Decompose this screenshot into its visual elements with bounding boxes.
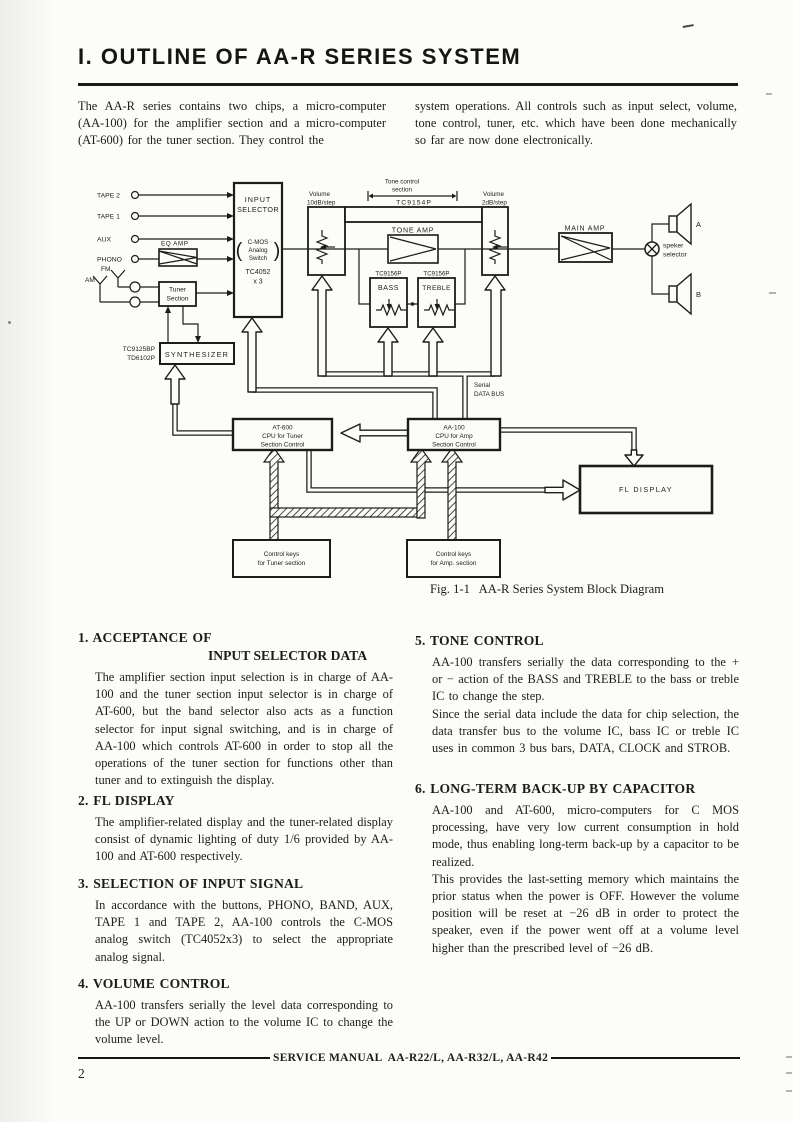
tc9154p-label: TC9154P bbox=[396, 199, 432, 207]
input-selector-label-1: INPUT bbox=[244, 195, 272, 204]
selector-chip-qty: x 3 bbox=[253, 278, 263, 286]
main-amp-label: MAIN AMP bbox=[564, 225, 606, 233]
keys-amp-box bbox=[407, 540, 500, 577]
aa100-label-1: AA-100 bbox=[443, 424, 465, 432]
aa100-label-2: CPU for Amp bbox=[435, 433, 473, 440]
section-4-heading: 4. VOLUME CONTROL bbox=[78, 976, 230, 991]
serial-bus-label-1: Serial bbox=[474, 382, 491, 389]
keys-tuner-box bbox=[233, 540, 330, 577]
section-1-heading-line2: INPUT SELECTOR DATA bbox=[208, 648, 368, 663]
arrow-to-input-selector bbox=[242, 318, 262, 392]
tc9154p-band bbox=[345, 207, 482, 222]
footer-rule-right bbox=[551, 1057, 740, 1059]
tone-amp-box bbox=[388, 235, 438, 263]
control-key-buses bbox=[264, 448, 462, 540]
arrow-to-synthesizer bbox=[165, 365, 185, 404]
keys-amp-label-2: for Amp. section bbox=[430, 560, 477, 567]
scan-artifact bbox=[766, 93, 772, 95]
tone-section-label-2: section bbox=[392, 186, 412, 194]
eq-amp-label: EQ AMP bbox=[161, 240, 189, 248]
at600-label-3: Section Control bbox=[260, 441, 305, 449]
volume-right-box bbox=[482, 207, 508, 275]
selector-chip-label: TC4052 bbox=[245, 269, 271, 276]
synth-chip-label-1: TC9125BP bbox=[122, 346, 155, 353]
at600-label-2: CPU for Tuner bbox=[262, 433, 303, 440]
arrow-to-fl-left bbox=[545, 480, 580, 500]
phono-label: PHONO bbox=[97, 256, 122, 264]
title-rule bbox=[78, 83, 738, 86]
keys-tuner-label-1: Control keys bbox=[263, 551, 300, 558]
page-number: 2 bbox=[78, 1066, 85, 1081]
scan-artifact bbox=[683, 24, 695, 31]
section-5-body-1: AA-100 transfers serially the data corresponding to the + or − action of the BASS and TREBLE to the bass or treble IC to change the step. bbox=[432, 655, 739, 704]
section-6-heading: 6. LONG-TERM BACK-UP BY CAPACITOR bbox=[415, 781, 696, 796]
at600-label-1: AT-600 bbox=[272, 424, 293, 432]
section-2 bbox=[78, 793, 393, 866]
cmos-label-2: Analog bbox=[248, 247, 268, 254]
scan-artifact bbox=[0, 0, 55, 1122]
cmos-label-3: Switch bbox=[248, 255, 268, 262]
tape2-jack bbox=[132, 192, 139, 199]
phono-jack bbox=[132, 256, 139, 263]
footer-text: SERVICE MANUAL AA-R22/L, AA-R32/L, AA-R42 bbox=[273, 1052, 549, 1064]
section-5-body-2: Since the serial data include the data for chip selection, the data transfer bus to the volume IC, bass IC or treble IC uses in common 3 bus bars, DATA, CLOCK and STROB. bbox=[432, 706, 739, 756]
volume-left-label-1: Volume bbox=[309, 191, 331, 198]
scan-artifact bbox=[786, 1090, 792, 1092]
tape1-jack bbox=[132, 213, 139, 220]
intro-paragraph-left: The AA-R series contains two chips, a micro-computer (AA-100) for the amplifier section and a micro-computer (AT-600) for the tuner section. They control the bbox=[78, 99, 386, 147]
tone-amp-label: TONE AMP bbox=[391, 227, 435, 235]
volume-left-box bbox=[308, 207, 345, 275]
fm-coupler bbox=[130, 282, 140, 292]
aa100-label-3: Section Control bbox=[432, 441, 476, 449]
keys-tuner-label-2: for Tuner section bbox=[257, 560, 306, 567]
treble-label: TREBLE bbox=[422, 285, 451, 292]
block-diagram bbox=[85, 172, 765, 602]
section-5 bbox=[415, 633, 739, 757]
scan-artifact bbox=[769, 292, 776, 294]
section-1-body: The amplifier section input selection is in charge of AA-100 and the tuner section input selector is in charge of AT-600, but the band selector also acts as a function selector for input signal switching, and is in charge of AA-100 which controls AT-600 in order to stop all the operations of the tuner section for functions other than tuner and to extinguish the display. bbox=[95, 670, 393, 788]
section-1-heading: 1. ACCEPTANCE OF bbox=[78, 630, 212, 645]
speaker-b-icon bbox=[669, 286, 677, 302]
hatched-arrow-amp-keys bbox=[442, 448, 462, 540]
footer-rule-left bbox=[78, 1057, 270, 1059]
volume-left-label-2: 10dB/step bbox=[307, 199, 336, 207]
speaker-a-icon bbox=[669, 216, 677, 232]
section-6-body-2: This provides the last-setting memory which maintains the prior status when the power is OFF. However the volume position will be reset at −26 dB in order to protect the speaker, even if the power went off at a volume level higher than the prescribed level of −26 dB. bbox=[432, 871, 739, 955]
input-selector-label-2: SELECTOR bbox=[237, 205, 279, 214]
tape1-label: TAPE 1 bbox=[97, 213, 120, 221]
synthesizer-label: SYNTHESIZER bbox=[164, 350, 230, 359]
treble-chip-label: TC9156P bbox=[423, 270, 450, 278]
bass-label: BASS bbox=[377, 285, 400, 292]
section-4-body: AA-100 transfers serially the level data corresponding to the UP or DOWN action to the volume IC to change the volume level. bbox=[95, 998, 393, 1047]
tuner-label-1: Tuner bbox=[169, 286, 186, 294]
cmos-label-1: C-MOS bbox=[247, 239, 269, 246]
scan-artifact bbox=[786, 1056, 792, 1058]
fl-display-label: FL DISPLAY bbox=[619, 485, 673, 494]
scan-artifact bbox=[786, 1072, 792, 1074]
arrow-aa100-to-at600 bbox=[341, 424, 408, 442]
bass-chip-label: TC9156P bbox=[375, 270, 402, 278]
section-6-body-1: AA-100 and AT-600, micro-computers for C MOS processing, have very low current consumption in hold mode, thus enabling long-term back-up by a capacitor to be realized. bbox=[432, 803, 739, 869]
tuner-label-2: Section bbox=[166, 295, 189, 303]
section-3 bbox=[78, 876, 393, 966]
aux-jack bbox=[132, 236, 139, 243]
page-title: I. OUTLINE OF AA-R SERIES SYSTEM bbox=[78, 44, 522, 69]
keys-amp-label-1: Control keys bbox=[435, 551, 472, 558]
section-2-heading: 2. FL DISPLAY bbox=[78, 793, 175, 808]
arrow-to-treble bbox=[423, 328, 443, 376]
scan-artifact bbox=[8, 321, 11, 324]
tape2-label: TAPE 2 bbox=[97, 192, 120, 200]
arrow-to-volume-left bbox=[312, 276, 332, 376]
section-6 bbox=[415, 781, 739, 957]
synth-chip-label-2: TD6102P bbox=[127, 355, 155, 362]
section-1 bbox=[78, 630, 393, 789]
hatched-band bbox=[270, 508, 417, 517]
section-3-heading: 3. SELECTION OF INPUT SIGNAL bbox=[78, 876, 304, 891]
speaker-selector-label-2: selector bbox=[663, 251, 687, 259]
am-coupler bbox=[130, 297, 140, 307]
figure-caption: Fig. 1-1 AA-R Series System Block Diagram bbox=[430, 582, 665, 596]
arrow-to-bass bbox=[378, 328, 398, 376]
section-4 bbox=[78, 976, 393, 1049]
aux-label: AUX bbox=[97, 236, 111, 244]
arrow-to-volume-right bbox=[485, 276, 505, 376]
serial-bus-label-2: DATA BUS bbox=[474, 391, 505, 398]
section-2-body: The amplifier-related display and the tuner-related display consist of dynamic lighting of duty 1/6 provided by AA-100 and AT-600 respectively. bbox=[95, 815, 393, 864]
section-3-body: In accordance with the buttons, PHONO, BAND, AUX, TAPE 1 and TAPE 2, AA-100 controls the C-MOS analog switch (TC4052x3) to select the appropriate analog signal. bbox=[95, 898, 393, 964]
fm-label: FM bbox=[101, 266, 111, 273]
speaker-selector-label-1: speker bbox=[663, 242, 684, 250]
footer bbox=[78, 1052, 740, 1064]
paren-open: ( bbox=[235, 240, 243, 262]
hatched-arrow-tuner-keys bbox=[264, 448, 284, 540]
tone-section-label-1: Tone control bbox=[384, 178, 420, 186]
intro-paragraph-right: system operations. All controls such as input select, volume, tone control, tuner, etc. which have been done mechanically so far are now done electronically. bbox=[415, 99, 737, 147]
paren-close: ) bbox=[273, 240, 281, 262]
am-label: AM bbox=[85, 277, 95, 284]
volume-right-label-1: Volume bbox=[483, 191, 505, 198]
section-5-heading: 5. TONE CONTROL bbox=[415, 633, 544, 648]
volume-right-label-2: 2dB/step bbox=[482, 199, 507, 207]
speaker-a-label: A bbox=[696, 220, 702, 229]
arrow-to-fl-top bbox=[625, 450, 643, 466]
speaker-b-label: B bbox=[696, 290, 702, 299]
